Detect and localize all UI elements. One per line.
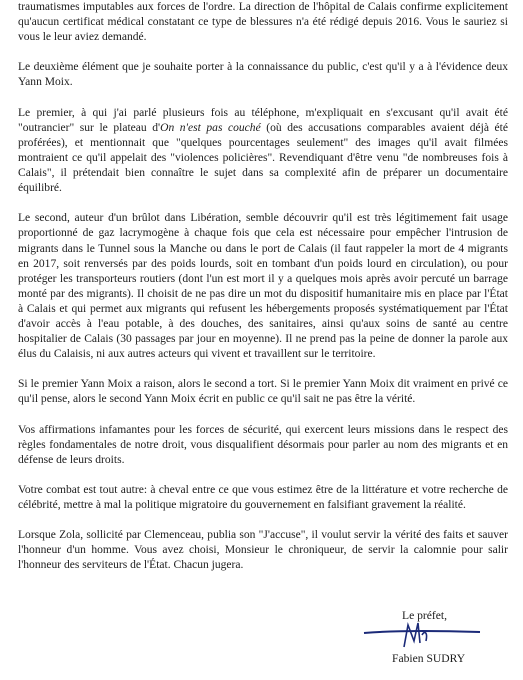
paragraph-text: (où des accusations comparables avaient déjà été proférées), et mentionnait que "quelques pourcentages seulement" des images qu'il avait filmées montraient ce qu'il appelait des "violences policières". Revendiquant d'être venu "de nombreuses fois à Calais", il prétendait bien connaître le sujet dans sa complexité afin de préparer un documentaire équilibré.: [18, 121, 508, 195]
paragraph: [18, 528, 508, 573]
signatory-name: Fabien SUDRY: [392, 652, 466, 665]
paragraph: [18, 211, 508, 362]
paragraph-text: Lorsque Zola, sollicité par Clemenceau, publia son "J'accuse", il voulut servir la vérité des faits et sauver l'honneur d'un homme. Vous avez choisi, Monsieur le chroniqueur, de servir la calomnie pour salir l'honneur des serviteurs de l'État. Chacun jugera.: [18, 529, 508, 572]
paragraph-text: Le deuxième élément que je souhaite porter à la connaissance du public, c'est qu'il y a à l'évidence deux Yann Moix.: [18, 61, 508, 89]
paragraph-text: Le second, auteur d'un brûlot dans Libération, semble découvrir qu'il est très légitimement fait usage proportionné de gaz lacrymogène à chaque fois que cela est nécessaire pour empêcher l'intrusion de migrants dans le Tunnel sous la Manche ou dans le port de Calais (il faut rappeler la mort de 4 migrants en 2017, soit renversés par des poids lourds, soit en tombant d'un poids lourd en circulation), ou pour protéger les transporteurs routiers (dont l'un est mort il y a quelques mois après avoir percuté un barrage monté par des migrants). Il choisit de ne pas dire un mot du dispositif humanitaire mis en place par l'État à Calais et qui permet aux migrants qui refusent les hébergements proposés systématiquement par l'État d'avoir accès à l'eau potable, à des douches, des sanitaires, ainsi qu'aux soins de santé au centre hospitalier de Calais (30 passages par jour en moyenne). Il ne prend pas la peine de donner la parole aux élus du Calaisis, ni aux autres acteurs qui vivent et travaillent sur le territoire.: [18, 212, 508, 361]
paragraph: [18, 483, 508, 513]
paragraph: [18, 377, 508, 407]
paragraph-text: Votre combat est tout autre: à cheval entre ce que vous estimez être de la littérature et votre recherche de célébrité, mettre à mal la politique migratoire du gouvernement en falsifiant gravement la réalité.: [18, 484, 508, 512]
paragraph-text: Vos affirmations infamantes pour les forces de sécurité, qui exercent leurs missions dans le respect des règles fondamentales de notre droit, vous disqualifient désormais pour parler au nom des migrants et en défense de leurs droits.: [18, 423, 508, 466]
paragraph-text: Si le premier Yann Moix a raison, alors le second a tort. Si le premier Yann Moix dit vraiment en privé ce qu'il pense, alors le second Yann Moix écrit en public ce qu'il sait ne pas être la vérité.: [18, 378, 508, 406]
italic-title: On n'est pas couché: [160, 121, 261, 134]
paragraph-text: traumatismes imputables aux forces de l'ordre. La direction de l'hôpital de Calais confirme explicitement qu'aucun certificat médical constatant ce type de blessures n'a été rédigé depuis 2016. Vous le sauriez si vous le leur aviez demandé.: [18, 1, 508, 44]
paragraph-text: Le premier, à qui j'ai parlé plusieurs fois au téléphone, m'expliquait en s'excusant qu'il avait été "outrancier" sur le plateau d': [18, 106, 508, 134]
signature-stroke-line: [364, 631, 480, 633]
signature-title: Le préfet,: [402, 609, 448, 622]
signature-stroke-initial: [404, 623, 427, 647]
paragraph: [18, 60, 508, 90]
handwritten-signature: [362, 617, 482, 651]
paragraph: [18, 423, 508, 468]
paragraph: [18, 0, 508, 45]
paragraph: [18, 106, 508, 197]
letter-body: [18, 0, 508, 589]
